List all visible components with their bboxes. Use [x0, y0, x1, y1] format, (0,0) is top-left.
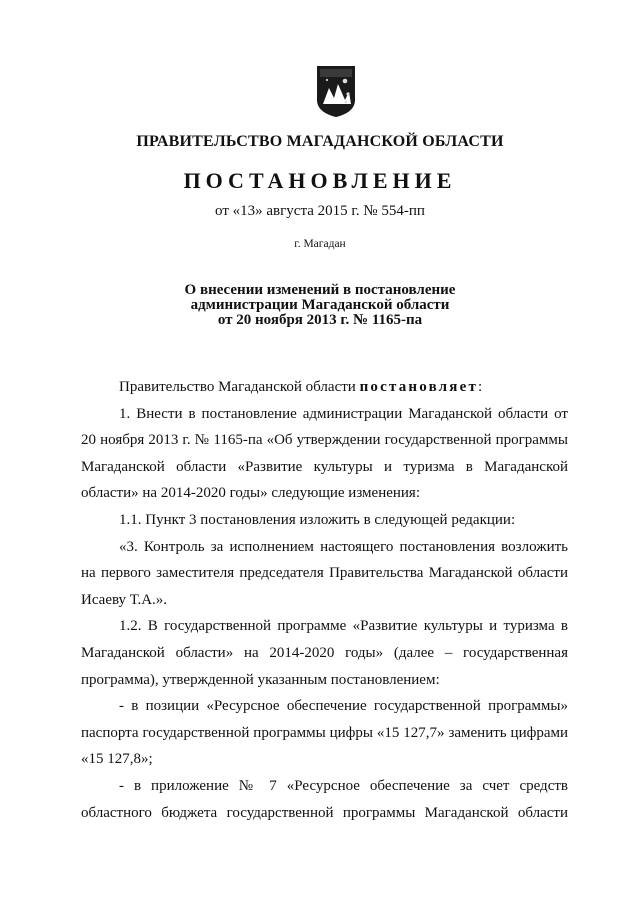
coat-of-arms-icon [315, 64, 357, 118]
preamble-end: : [478, 379, 483, 395]
bullet-2: - в приложение № 7 «Ресурсное обеспечение за счет средств областного бюджета государственной программы Магаданской области [81, 777, 568, 821]
document-type: ПОСТАНОВЛЕНИЕ [183, 168, 457, 193]
preamble-lead: Правительство Магаданской области [119, 379, 360, 395]
document-body [81, 374, 568, 826]
bullet-1: - в позиции «Ресурсное обеспечение государственной программы» паспорта государственной программы цифры «15 127,7» заменить цифрами «15 127,8»; [81, 698, 568, 768]
item-1: 1. Внести в постановление администрации Магаданской области от 20 ноября 2013 г. № 1165-па «Об утверждении государственной программы Магаданской области «Развитие культуры и туризма в Магаданской области» на 2014-2020 годы» следующие изменения: [81, 405, 568, 502]
subject-line-3: от 20 ноября 2013 г. № 1165-па [217, 312, 423, 328]
document-date-number: от «13» августа 2015 г. № 554-пп [215, 203, 425, 219]
item-1-1-quote: «3. Контроль за исполнением настоящего постановления возложить на первого заместителя председателя Правительства Магаданской области Исаеву Т.А.». [81, 538, 568, 608]
item-1-2: 1.2. В государственной программе «Развитие культуры и туризма в Магаданской области» на 2014-2020 годы» (далее – государственная программа), утвержденной указанным постановлением: [81, 618, 568, 688]
document-subject [0, 283, 640, 328]
organization-title: ПРАВИТЕЛЬСТВО МАГАДАНСКОЙ ОБЛАСТИ [136, 133, 504, 150]
preamble-keyword: постановляет [359, 379, 479, 395]
item-1-1: 1.1. Пункт 3 постановления изложить в следующей редакции: [119, 511, 516, 528]
subject-line-2: администрации Магаданской области [190, 297, 450, 313]
city-name: г. Магадан [294, 238, 346, 250]
preamble [81, 374, 568, 401]
subject-line-1: О внесении изменений в постановление [184, 282, 456, 298]
